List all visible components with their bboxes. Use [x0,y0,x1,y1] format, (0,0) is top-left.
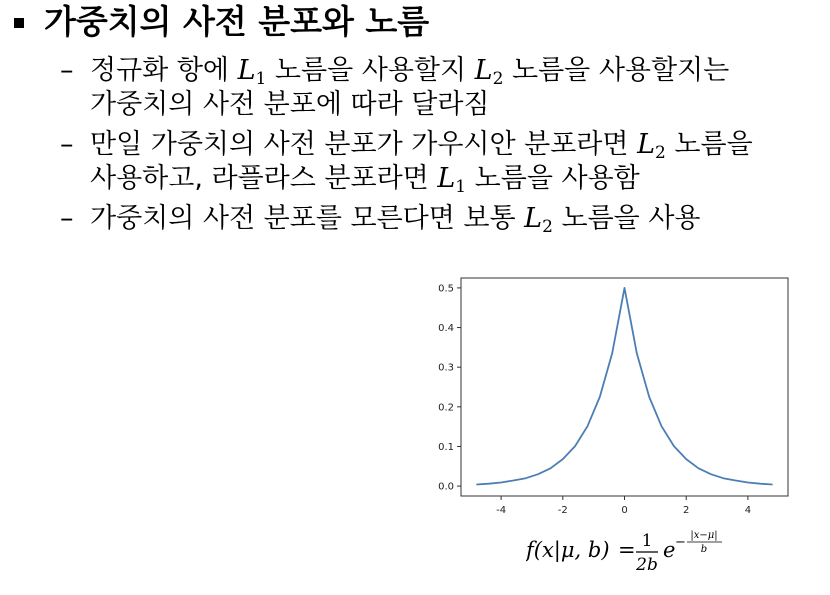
bullet-square-icon [14,18,24,28]
x-tick-label: -2 [557,505,568,516]
math-letter: L [474,55,493,86]
math-subscript: 1 [455,177,467,197]
text-run: 가중치의 사전 분포를 모른다면 보통 [90,203,525,234]
math-norm-symbol [474,55,504,89]
y-tick-label: 0.2 [438,402,454,414]
formula-equals: = [618,538,636,562]
item-1-line-1 [90,54,729,88]
math-subscript: 2 [492,69,504,89]
text-run: 노름을 사용할지 [266,55,475,86]
item-1-line-2 [90,88,489,122]
slide-heading: 가중치의 사전 분포와 노름 [44,2,430,41]
dash-marker: – [60,203,74,234]
math-letter: L [437,163,456,194]
text-run: 노름을 사용 [552,203,701,234]
formula-exp-denominator: b [700,544,708,555]
math-norm-symbol [437,163,467,197]
x-tick-label: -4 [496,505,507,516]
x-tick-label: 2 [683,505,690,516]
text-run: 가중치의 사전 분포에 따라 달라짐 [90,89,490,120]
item-2-line-1 [90,128,753,162]
math-norm-symbol [237,55,267,89]
math-subscript: 2 [655,143,666,163]
math-subscript: 1 [255,69,267,89]
y-tick-label: 0.5 [438,283,454,295]
item-3-line-1 [90,202,701,236]
text-run: 정규화 항에 [90,55,238,86]
text-run: 만일 가중치의 사전 분포가 가우시안 분포라면 [90,129,638,160]
formula-denominator: 2b [636,555,658,575]
math-norm-symbol [524,203,553,237]
x-tick-label: 4 [744,505,752,516]
formula-exp-minus: − [675,535,686,550]
dash-marker: – [60,55,74,86]
series-line [476,288,772,485]
y-tick-label: 0.0 [438,481,454,493]
math-subscript: 2 [542,217,553,237]
dash-marker: – [60,129,74,160]
formula-lhs: f(x|μ, b) [526,538,610,562]
math-letter: L [524,203,543,234]
formula-exp-numerator: |x−μ| [690,530,718,541]
item-2-line-2 [90,162,640,196]
text-run: 노름을 사용함 [466,163,640,194]
math-norm-symbol [637,129,666,163]
y-tick-label: 0.1 [438,441,454,453]
plot-frame [461,278,788,496]
text-run: 사용하고, 라플라스 분포라면 [90,163,438,194]
y-tick-label: 0.3 [438,362,454,374]
text-run: 노름을 [665,129,753,160]
y-tick-label: 0.4 [438,323,454,335]
laplace-formula [526,524,766,576]
formula-base: e [663,538,676,562]
laplace-pdf-chart [426,268,796,528]
math-letter: L [637,129,655,160]
formula-numerator: 1 [641,531,653,551]
math-letter: L [237,55,256,86]
x-tick-label: 0 [621,505,628,516]
text-run: 노름을 사용할지는 [503,55,730,86]
